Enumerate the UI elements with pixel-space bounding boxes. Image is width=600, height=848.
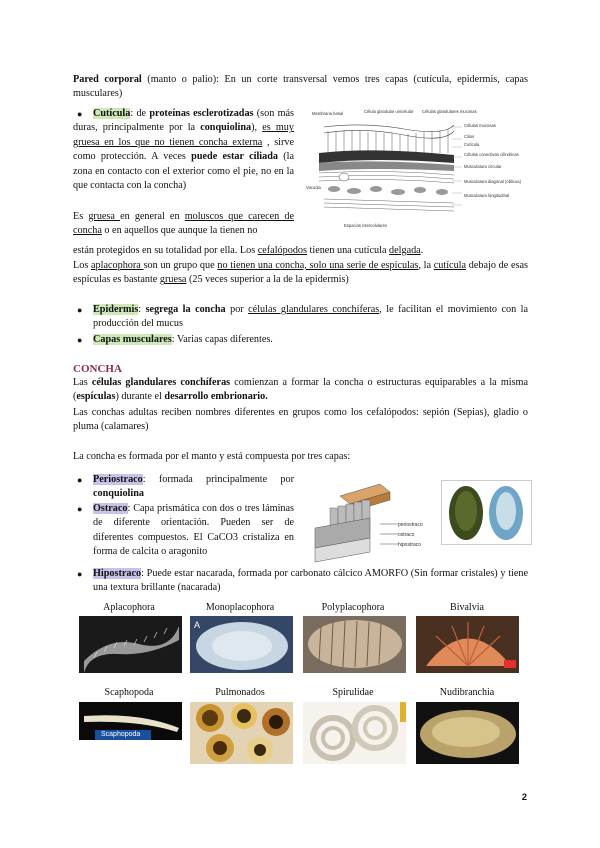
aplacophora-svg [79, 616, 182, 673]
text: : formada principalmente por [142, 474, 294, 485]
gruesa-paragraph [73, 210, 294, 239]
text: ), [251, 122, 263, 134]
text: conquiolina [93, 488, 144, 500]
bullet-cuticula: ● [77, 109, 83, 119]
concha-paragraph-3: La concha es formada por el manto y está compuesta por tres capas: [73, 451, 351, 462]
text: espículas [76, 391, 116, 403]
fig1-label: Célula glandular unicelular [364, 109, 414, 114]
text: : Puede estar nacarada, formada por carbonato cálcico AMORFO (Sin formar cristales) y tiene una textura brillante (nacarada) [93, 568, 528, 594]
fig1-label: Vacuola [306, 185, 321, 190]
aplacophora-photo [79, 616, 182, 673]
text: (son más duras, principalmente por la [73, 108, 294, 134]
text: . [420, 245, 424, 256]
intro-paragraph [73, 73, 528, 102]
text: moluscos que carecen de concha [73, 211, 295, 237]
pulmonados-photo [190, 702, 293, 764]
text: Los [73, 260, 92, 271]
cuticula-term: Cutícula [93, 108, 131, 119]
text: cefalópodos [257, 245, 307, 256]
text: conquiolina [200, 122, 252, 134]
mussel-svg [442, 481, 531, 544]
text: por [225, 304, 249, 315]
shell-layers-diagram [310, 478, 435, 570]
shell-layer-label: hipostraco [398, 542, 422, 548]
text: cutícula [433, 260, 467, 271]
bullet-periostraco: ● [77, 475, 83, 485]
polyplacophora-svg [303, 616, 406, 673]
periostraco-term: Periostraco [93, 474, 143, 485]
caption-polyplacophora: Polyplacophora [321, 602, 385, 613]
caption-scaphopoda: Scaphopoda [104, 687, 154, 698]
shell-layer-label: periostraco [398, 522, 423, 528]
monoplacophora-svg [190, 616, 293, 673]
scaphopoda-photo-label: Scaphopoda [101, 731, 141, 738]
nudibranchia-svg [416, 702, 519, 764]
bivalvia-svg [416, 616, 519, 673]
text: : Capa prismática con dos o tres láminas de diferente orientación. Pueden ser de diferentes compuestos. El CaCO3 cristaliza en forma de calcita o aragonito [93, 503, 294, 558]
fig1-label: Células conectivas cilíndricas [464, 152, 519, 157]
fig1-label: Membrana basal [312, 111, 344, 116]
caption-pulmonados: Pulmonados [215, 687, 265, 698]
fig1-label: Cutícula [464, 142, 480, 147]
svg-text:A: A [194, 620, 201, 630]
page-number: 2 [521, 792, 527, 803]
capas-paragraph [93, 333, 528, 347]
intro-text: (manto o palio): En un corte transversal vemos tres capas (cutícula, epidermis, capas musculares) [73, 74, 528, 100]
text: están protegidos en su totalidad por ella. Los [73, 245, 258, 256]
fig1-label: Cilios [464, 134, 475, 139]
text: células glandulares conchíferas [248, 304, 380, 315]
shell-layer-label: ostraco [398, 532, 415, 538]
caption-spirulidae: Spirulidae [332, 687, 374, 698]
capas-term: Capas musculares [93, 334, 172, 345]
text: : [138, 304, 146, 315]
periostraco-paragraph [93, 473, 294, 502]
text: no tienen una concha, solo una serie de espículas [217, 260, 419, 271]
text: aplacophora [91, 260, 144, 271]
nudibranchia-photo [416, 702, 519, 764]
bullet-hipostraco: ● [77, 569, 83, 579]
text: es muy gruesa en los que no tienen concha externa [73, 122, 294, 148]
caption-bivalvia: Bivalvia [450, 602, 484, 613]
pulmonados-svg [190, 702, 293, 764]
text: ) durante el [115, 391, 165, 403]
text: (la zona en contacto con el exterior como el pie, no en la que contacta con la concha) [73, 151, 294, 192]
text: gruesa [159, 274, 187, 286]
epidermis-paragraph [93, 303, 528, 332]
aplacophora-paragraph [73, 259, 528, 288]
text: puede estar ciliada [191, 151, 278, 163]
scaphopoda-photo [79, 702, 182, 740]
hipostraco-term: Hipostraco [93, 568, 142, 579]
text: , le facilitan el movimiento con la producción del mucus [93, 304, 528, 330]
text: proteínas esclerotizadas [149, 108, 254, 119]
text: : Varias capas diferentes. [171, 334, 273, 345]
mussel-shell-photo [441, 480, 532, 545]
bivalvia-photo [416, 616, 519, 673]
text: desarrollo embrionario. [164, 391, 268, 403]
body-wall-diagram [304, 107, 528, 231]
fig1-label: Musculatura diagonal (oblicua) [464, 179, 522, 184]
cefalopodos-line [73, 244, 533, 258]
text: tienen una cutícula [306, 245, 390, 256]
concha-heading: CONCHA [73, 363, 122, 375]
spirulidae-svg [303, 702, 406, 764]
fig1-label: Células glandulares mucosas [422, 109, 477, 114]
caption-monoplacophora: Monoplacophora [205, 602, 275, 613]
spirulidae-photo [303, 702, 406, 764]
bullet-capas: ● [77, 335, 83, 345]
text: , sirve como protección. A veces [73, 136, 294, 163]
text: segrega la concha [145, 304, 226, 315]
caption-aplacophora: Aplacophora [103, 602, 155, 613]
text: Es [73, 211, 89, 222]
fig1-label: Espacios intercelulares [344, 223, 388, 228]
epidermis-term: Epidermis [93, 304, 139, 315]
bullet-ostraco: ● [77, 504, 83, 514]
text: o en aquellos que aunque la tienen no [101, 225, 258, 237]
cuticula-paragraph [73, 107, 294, 194]
concha-paragraph-1 [73, 376, 528, 405]
caption-nudibranchia: Nudibranchia [439, 687, 495, 698]
monoplacophora-photo [190, 616, 293, 673]
text: gruesa [88, 211, 121, 222]
concha-paragraph-2: Las conchas adultas reciben nombres diferentes en grupos como los cefalópodos: sepión (Sepias), gladio o pluma (calamares) [73, 407, 528, 433]
text: : de [130, 108, 150, 119]
bullet-epidermis: ● [77, 305, 83, 315]
ostraco-paragraph [93, 502, 294, 560]
text: debajo de esas espículas es bastante [73, 260, 529, 286]
pared-corporal-term: Pared corporal [73, 74, 142, 85]
fig1-label: Musculatura longitudinal [464, 193, 510, 198]
text: Las [73, 377, 92, 388]
text: , la [418, 260, 434, 271]
fig1-label: Células mucosas [464, 123, 496, 128]
text: comienzan a formar la concha o estructuras equiparables a la misma ( [73, 377, 528, 403]
fig1-label: Musculatura circular [464, 164, 502, 169]
hipostraco-paragraph [93, 567, 528, 596]
text: son un grupo que [143, 260, 218, 271]
text: (25 veces superior a la de la epidermis) [186, 274, 349, 286]
text: delgada [389, 245, 421, 256]
polyplacophora-photo [303, 616, 406, 673]
ostraco-term: Ostraco [93, 503, 128, 514]
text: células glandulares conchíferas [91, 377, 231, 388]
text: en general en [120, 211, 185, 222]
